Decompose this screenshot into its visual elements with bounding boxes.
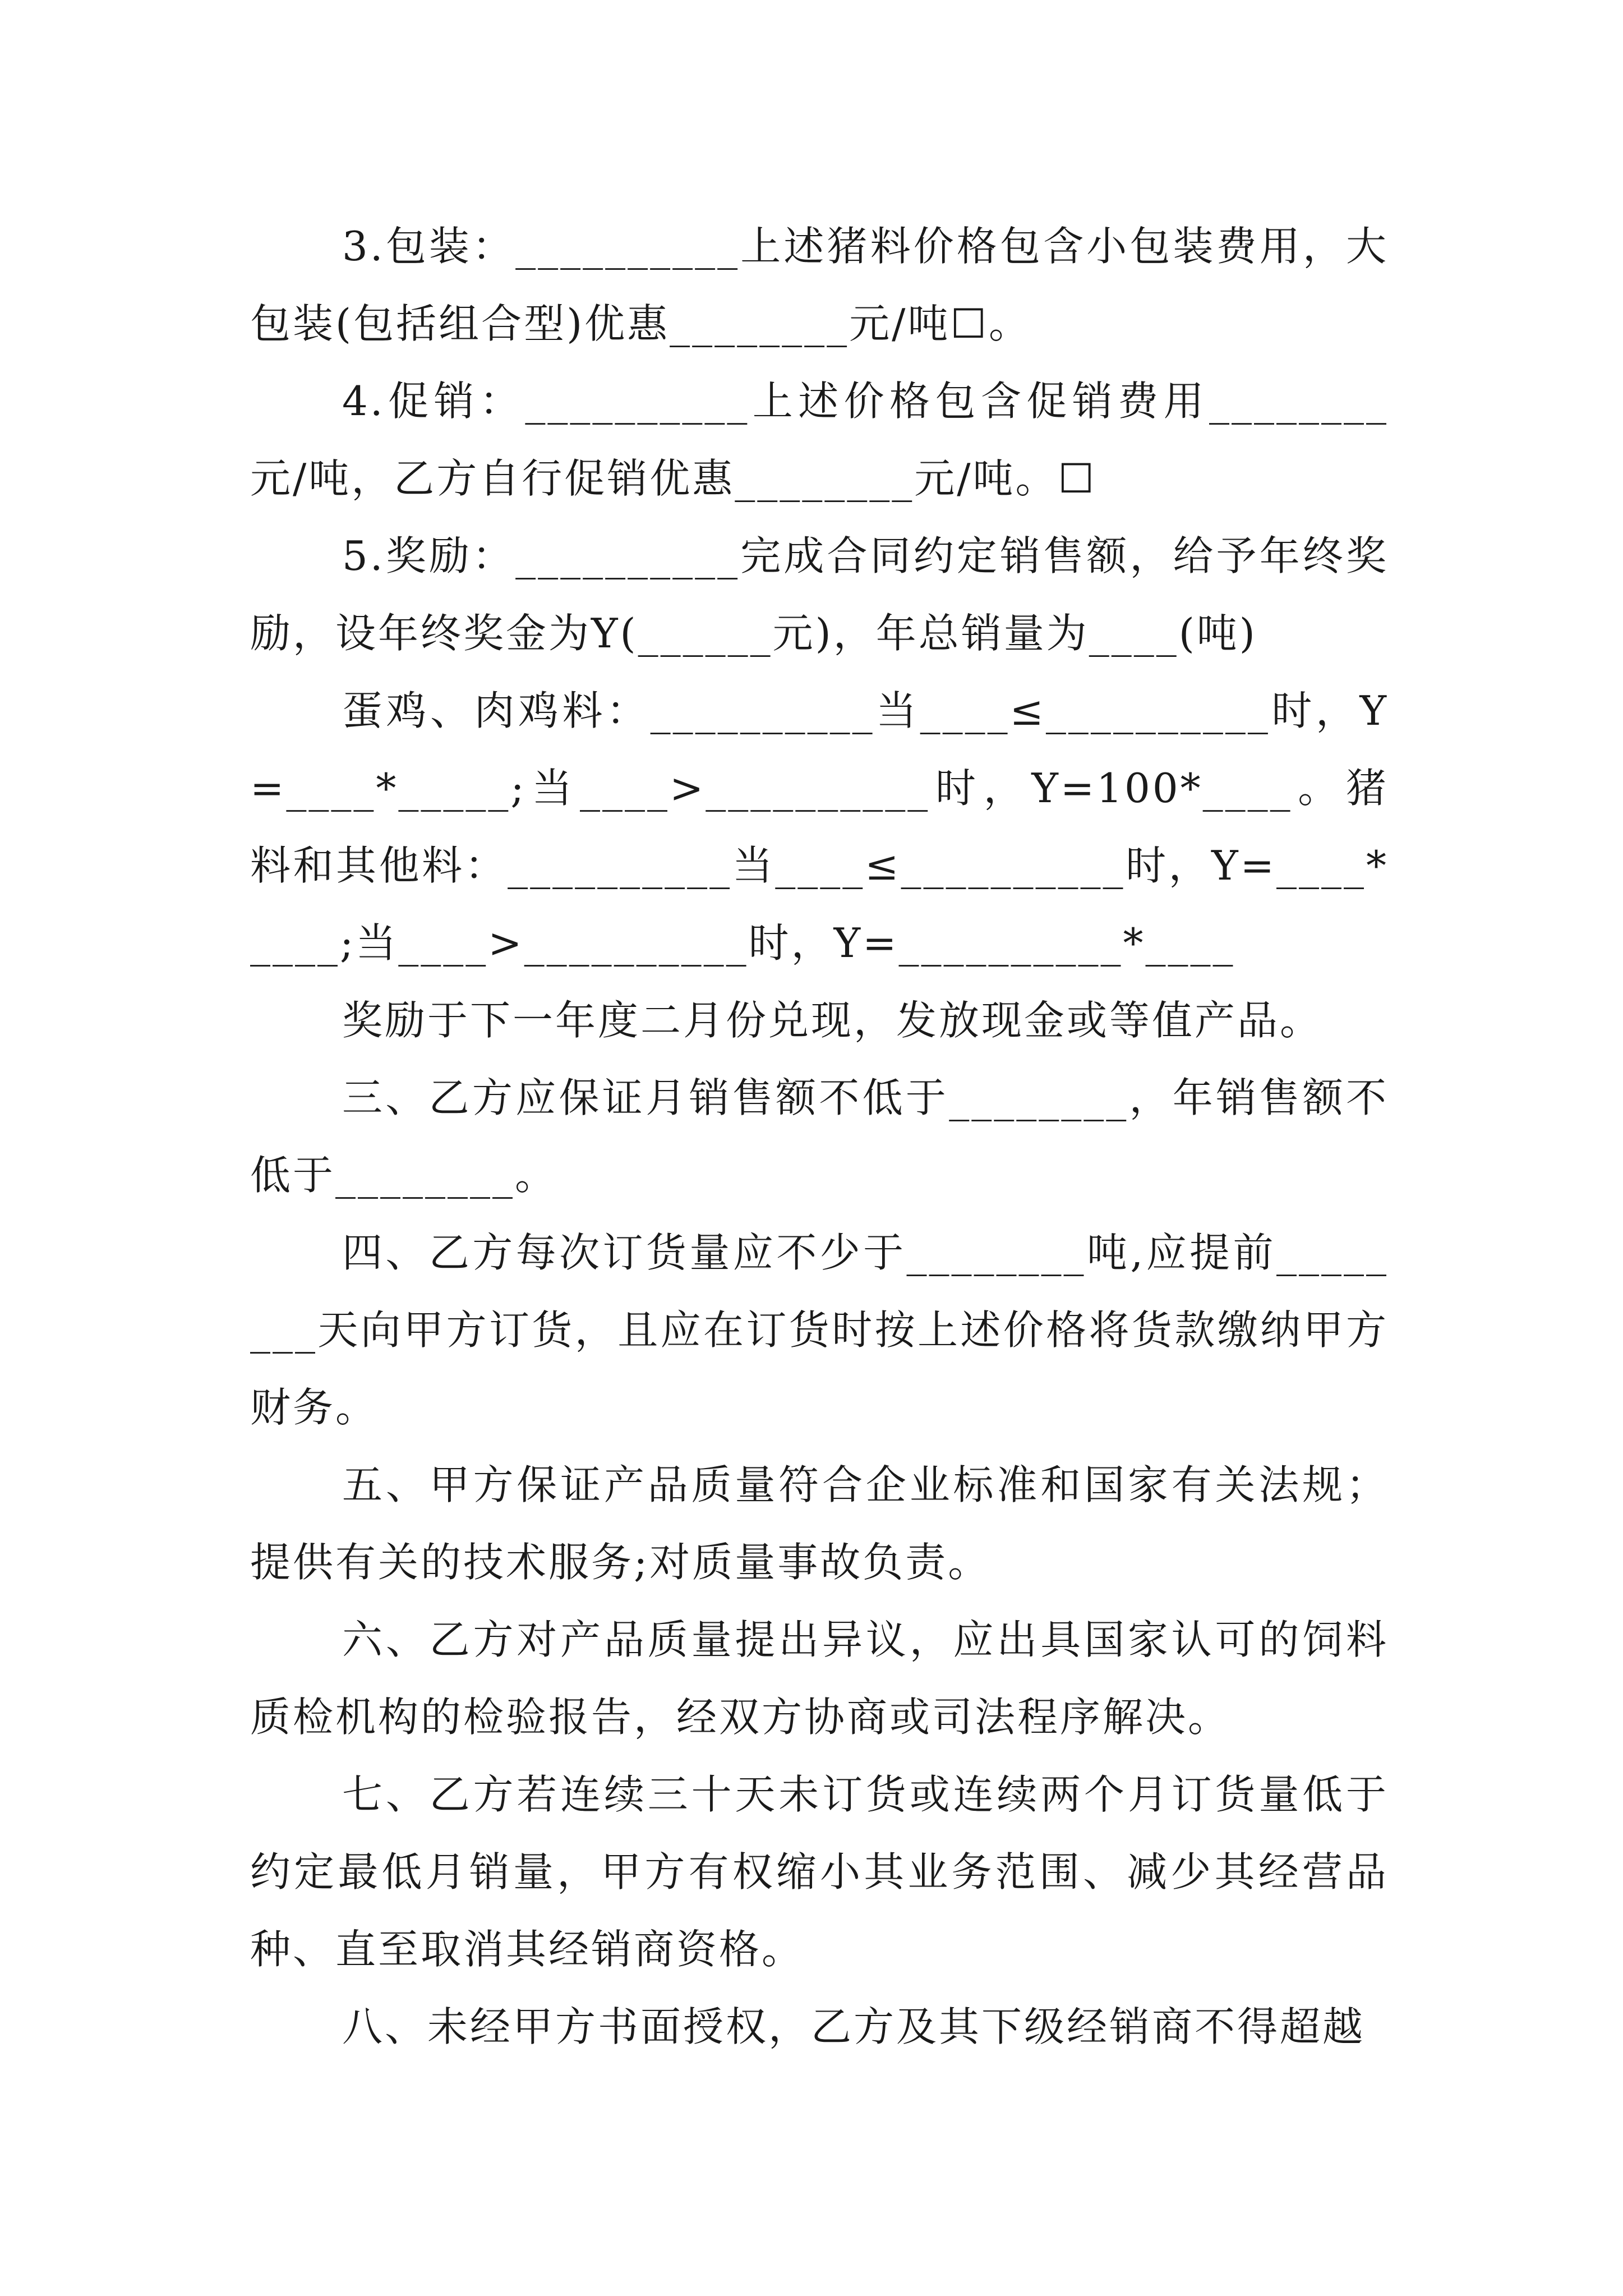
- clause-reward-payment: 奖励于下一年度二月份兑现，发放现金或等值产品。: [342, 997, 1323, 1044]
- clause-reward-formula: 蛋鸡、肉鸡料：__________当____≤__________时，Y=____*_____;当____>__________时，Y=100*____。猪料和其他料：__________当____≤__________时，Y=____*____;当____>__________时，Y=__________*____: [250, 687, 1389, 967]
- clause-6-quality-dispute: 六、乙方对产品质量提出异议，应出具国家认可的饲料质检机构的检验报告，经双方协商或司法程序解决。: [250, 1616, 1389, 1741]
- clause-promotion: 4.促销：__________上述价格包含促销费用________元/吨，乙方自行促销优惠________元/吨。☐: [250, 378, 1389, 502]
- clause-8-authorization: 八、未经甲方书面授权，乙方及其下级经销商不得超越: [342, 2003, 1366, 2050]
- clause-3-min-sales: 三、乙方应保证月销售额不低于________，年销售额不低于________。: [250, 1074, 1389, 1199]
- clause-reward: 5.奖励：__________完成合同约定销售额，给予年终奖励，设年终奖金为Y(______元)，年总销量为____(吨): [250, 532, 1389, 657]
- clause-5-quality-guarantee: 五、甲方保证产品质量符合企业标准和国家有关法规；提供有关的技术服务;对质量事故负责。: [250, 1461, 1389, 1586]
- document-page: [250, 208, 1389, 2065]
- clause-4-order-quantity: 四、乙方每次订货量应不少于________吨,应提前________天向甲方订货，且应在订货时按上述价格将货款缴纳甲方财务。: [250, 1229, 1389, 1431]
- clause-7-no-order-penalty: 七、乙方若连续三十天未订货或连续两个月订货量低于约定最低月销量，甲方有权缩小其业务范围、减少其经营品种、直至取消其经销商资格。: [250, 1771, 1389, 1973]
- clause-packaging: 3.包装：__________上述猪料价格包含小包装费用，大包装(包括组合型)优惠________元/吨☐。: [250, 223, 1389, 347]
